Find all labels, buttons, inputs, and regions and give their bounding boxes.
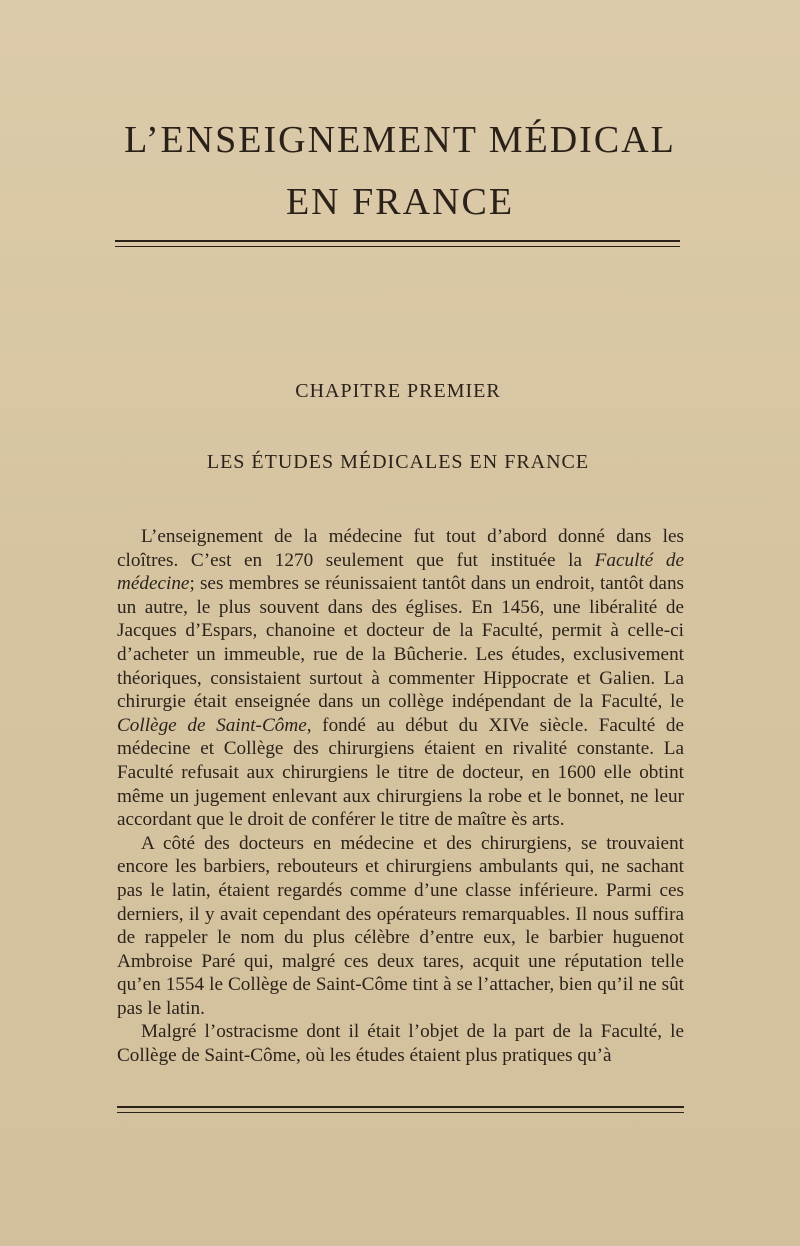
top-rule-thick [115,240,680,242]
title-line-1: L’ENSEIGNEMENT MÉDICAL [124,119,676,161]
paragraph-3: Malgré l’ostracisme dont il était l’objet de la part de la Faculté, le Collège de Saint-Côme, où les études étaient plus pratiques qu’à [117,1021,684,1067]
chapter-heading: CHAPITRE PREMIER [295,380,501,402]
title-line-2: EN FRANCE [285,181,515,223]
body-text [117,525,684,1068]
top-rule-thin [115,246,680,247]
paragraph-2: A côté des docteurs en médecine et des chirurgiens, se trouvaient encore les barbiers, rebouteurs et chirurgiens ambulants qui, ne sachant pas le latin, étaient regardés comme d’une classe inférieure. Parmi ces derniers, il y avait cependant des opérateurs remarquables. Il nous suffira de rappeler le nom du plus célèbre d’entre eux, le barbier huguenot Ambroise Paré qui, malgré ces deux tares, acquit une réputation telle qu’en 1554 le Collège de Saint-Côme tint à se l’attacher, bien qu’il ne sût pas le latin. [117,832,684,1019]
bottom-rule-thin [117,1112,684,1113]
paragraph-1: L’enseignement de la médecine fut tout d’abord donné dans les cloîtres. C’est en 1270 seulement que fut instituée la Faculté de médecine; ses membres se réunissaient tantôt dans un endroit, tantôt dans un autre, le plus souvent dans des églises. En 1456, une libéralité de Jacques d’Espars, chanoine et docteur de la Faculté, permit à celle-ci d’acheter un immeuble, rue de la Bûcherie. Les études, exclusivement théoriques, consistaient surtout à commenter Hippocrate et Galien. La chirurgie était enseignée dans un collège indépendant de la Faculté, le Collège de Saint-Côme, fondé au début du XIVe siècle. Faculté de médecine et Collège des chirurgiens étaient en rivalité constante. La Faculté refusait aux chirurgiens le titre de docteur, en 1600 elle obtint même un jugement enlevant aux chirurgiens la robe et le bonnet, ne leur accordant que le droit de conférer le titre de maître ès arts. [117,526,684,831]
bottom-rule-thick [117,1106,684,1108]
section-heading: LES ÉTUDES MÉDICALES EN FRANCE [206,451,590,473]
